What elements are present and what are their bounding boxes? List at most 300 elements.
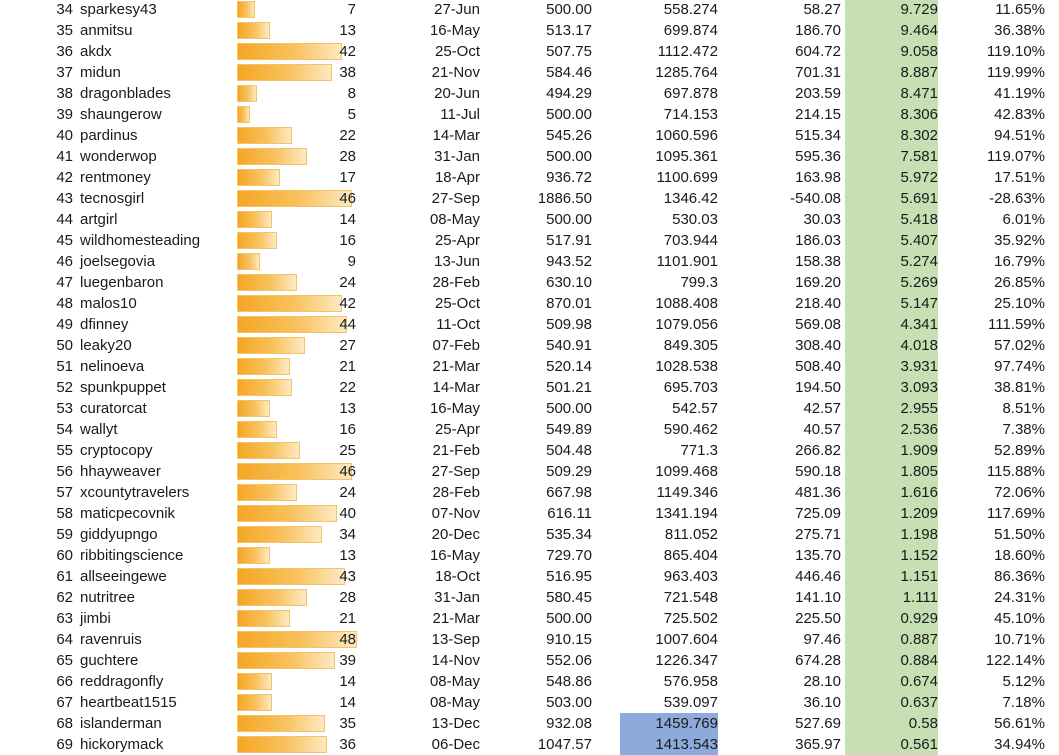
cell-percent[interactable]: 38.81% [994, 379, 1045, 396]
cell-end-value[interactable]: 1088.408 [655, 295, 718, 312]
cell-score[interactable]: 9.058 [900, 43, 938, 60]
cell-username[interactable]: islanderman [80, 715, 162, 732]
cell-count[interactable]: 43 [339, 568, 356, 585]
cell-percent[interactable]: 51.50% [994, 526, 1045, 543]
cell-percent[interactable]: 7.38% [1002, 421, 1045, 438]
cell-date[interactable]: 31-Jan [434, 148, 480, 165]
cell-score[interactable]: 9.729 [900, 1, 938, 18]
cell-count[interactable]: 7 [347, 1, 356, 18]
cell-score[interactable]: 5.407 [900, 232, 938, 249]
cell-end-value[interactable]: 703.944 [663, 232, 718, 249]
cell-username[interactable]: pardinus [80, 127, 138, 144]
cell-end-value[interactable]: 1112.472 [657, 43, 718, 60]
cell-rank[interactable]: 37 [56, 64, 73, 81]
cell-change[interactable]: 604.72 [795, 43, 841, 60]
cell-username[interactable]: reddragonfly [80, 673, 164, 690]
cell-end-value[interactable]: 799.3 [680, 274, 718, 291]
cell-rank[interactable]: 50 [56, 337, 73, 354]
cell-date[interactable]: 28-Feb [432, 484, 480, 501]
cell-score[interactable]: 0.637 [900, 694, 938, 711]
cell-score[interactable]: 3.093 [900, 379, 938, 396]
cell-score[interactable]: 1.909 [900, 442, 938, 459]
cell-date[interactable]: 06-Dec [431, 736, 480, 753]
cell-rank[interactable]: 39 [56, 106, 73, 123]
cell-rank[interactable]: 69 [56, 736, 73, 753]
cell-username[interactable]: hhayweaver [80, 463, 161, 480]
cell-change[interactable]: 141.10 [795, 589, 841, 606]
cell-start-value[interactable]: 516.95 [546, 568, 592, 585]
cell-date[interactable]: 18-Oct [434, 568, 480, 585]
cell-change[interactable]: 701.31 [795, 64, 841, 81]
cell-percent[interactable]: 45.10% [994, 610, 1045, 627]
cell-date[interactable]: 07-Nov [431, 505, 480, 522]
cell-end-value[interactable]: 1101.901 [656, 253, 718, 270]
cell-date[interactable]: 20-Jun [434, 85, 480, 102]
cell-date[interactable]: 27-Sep [431, 463, 480, 480]
cell-score[interactable]: 9.464 [900, 22, 938, 39]
cell-date[interactable]: 14-Mar [432, 379, 480, 396]
cell-score[interactable]: 5.691 [900, 190, 938, 207]
cell-percent[interactable]: 119.99% [986, 64, 1045, 81]
cell-rank[interactable]: 56 [56, 463, 73, 480]
cell-change[interactable]: 446.46 [795, 568, 841, 585]
cell-end-value[interactable]: 963.403 [663, 568, 718, 585]
cell-count[interactable]: 46 [339, 190, 356, 207]
cell-score[interactable]: 5.972 [900, 169, 938, 186]
cell-username[interactable]: luegenbaron [80, 274, 164, 291]
cell-date[interactable]: 27-Jun [434, 1, 480, 18]
cell-rank[interactable]: 65 [56, 652, 73, 669]
cell-date[interactable]: 25-Oct [434, 295, 480, 312]
cell-percent[interactable]: 24.31% [994, 589, 1045, 606]
cell-start-value[interactable]: 500.00 [546, 400, 592, 417]
cell-rank[interactable]: 63 [56, 610, 73, 627]
cell-count[interactable]: 35 [339, 715, 356, 732]
cell-date[interactable]: 16-May [429, 400, 480, 417]
cell-change[interactable]: 674.28 [795, 652, 841, 669]
cell-end-value[interactable]: 542.57 [672, 400, 718, 417]
cell-start-value[interactable]: 503.00 [546, 694, 592, 711]
cell-score[interactable]: 7.581 [900, 148, 938, 165]
cell-date[interactable]: 14-Nov [431, 652, 480, 669]
cell-percent[interactable]: 111.59% [988, 316, 1045, 333]
cell-date[interactable]: 25-Oct [434, 43, 480, 60]
cell-rank[interactable]: 44 [56, 211, 73, 228]
cell-end-value[interactable]: 811.052 [664, 526, 718, 543]
cell-start-value[interactable]: 943.52 [546, 253, 592, 270]
cell-rank[interactable]: 52 [56, 379, 73, 396]
cell-username[interactable]: rentmoney [80, 169, 151, 186]
cell-count[interactable]: 34 [339, 526, 356, 543]
cell-count[interactable]: 14 [339, 211, 356, 228]
cell-percent[interactable]: 16.79% [994, 253, 1045, 270]
cell-percent[interactable]: 6.01% [1002, 211, 1045, 228]
cell-change[interactable]: 58.27 [803, 1, 841, 18]
cell-count[interactable]: 24 [339, 274, 356, 291]
cell-rank[interactable]: 34 [56, 1, 73, 18]
cell-start-value[interactable]: 507.75 [546, 43, 592, 60]
cell-end-value[interactable]: 699.874 [663, 22, 718, 39]
cell-username[interactable]: wallyt [80, 421, 118, 438]
cell-start-value[interactable]: 630.10 [546, 274, 592, 291]
cell-username[interactable]: shaungerow [80, 106, 162, 123]
cell-end-value[interactable]: 530.03 [672, 211, 718, 228]
cell-percent[interactable]: 5.12% [1002, 673, 1045, 690]
cell-rank[interactable]: 59 [56, 526, 73, 543]
cell-start-value[interactable]: 535.34 [546, 526, 592, 543]
cell-change[interactable]: 163.98 [795, 169, 841, 186]
cell-username[interactable]: leaky20 [80, 337, 132, 354]
cell-start-value[interactable]: 549.89 [546, 421, 592, 438]
cell-username[interactable]: ribbitingscience [80, 547, 184, 564]
cell-change[interactable]: 508.40 [795, 358, 841, 375]
cell-percent[interactable]: 17.51% [994, 169, 1045, 186]
cell-count[interactable]: 8 [347, 85, 356, 102]
cell-rank[interactable]: 51 [56, 358, 73, 375]
cell-change[interactable]: 36.10 [803, 694, 841, 711]
cell-percent[interactable]: 41.19% [994, 85, 1045, 102]
cell-username[interactable]: malos10 [80, 295, 137, 312]
cell-change[interactable]: 481.36 [795, 484, 841, 501]
cell-count[interactable]: 14 [339, 673, 356, 690]
cell-start-value[interactable]: 500.00 [546, 211, 592, 228]
cell-end-value[interactable]: 576.958 [663, 673, 718, 690]
cell-start-value[interactable]: 1886.50 [537, 190, 592, 207]
cell-count[interactable]: 28 [339, 148, 356, 165]
cell-percent[interactable]: 8.51% [1002, 400, 1045, 417]
cell-date[interactable]: 14-Mar [432, 127, 480, 144]
cell-count[interactable]: 39 [339, 652, 356, 669]
cell-date[interactable]: 08-May [429, 694, 480, 711]
cell-percent[interactable]: 117.69% [986, 505, 1045, 522]
cell-percent[interactable]: 36.38% [994, 22, 1045, 39]
cell-start-value[interactable]: 517.91 [546, 232, 592, 249]
cell-percent[interactable]: 11.65% [995, 1, 1045, 18]
cell-score[interactable]: 4.341 [900, 316, 938, 333]
cell-start-value[interactable]: 552.06 [546, 652, 592, 669]
cell-date[interactable]: 25-Apr [434, 232, 480, 249]
cell-change[interactable]: 194.50 [795, 379, 841, 396]
cell-change[interactable]: 135.70 [795, 547, 841, 564]
cell-username[interactable]: allseeingewe [80, 568, 167, 585]
cell-percent[interactable]: 18.60% [994, 547, 1045, 564]
cell-start-value[interactable]: 545.26 [546, 127, 592, 144]
cell-count[interactable]: 27 [339, 337, 356, 354]
cell-percent[interactable]: 42.83% [994, 106, 1045, 123]
cell-username[interactable]: giddyupngo [80, 526, 158, 543]
cell-end-value[interactable]: 1413.543 [620, 734, 718, 755]
cell-count[interactable]: 24 [339, 484, 356, 501]
cell-count[interactable]: 5 [347, 106, 356, 123]
cell-change[interactable]: 30.03 [803, 211, 841, 228]
cell-count[interactable]: 14 [339, 694, 356, 711]
cell-end-value[interactable]: 1346.42 [663, 190, 718, 207]
cell-count[interactable]: 22 [339, 379, 356, 396]
cell-change[interactable]: 218.40 [795, 295, 841, 312]
cell-count[interactable]: 42 [339, 295, 356, 312]
cell-start-value[interactable]: 540.91 [546, 337, 592, 354]
cell-username[interactable]: sparkesy43 [80, 1, 157, 18]
cell-score[interactable]: 8.887 [900, 64, 938, 81]
cell-start-value[interactable]: 520.14 [546, 358, 592, 375]
cell-end-value[interactable]: 1060.596 [655, 127, 718, 144]
cell-end-value[interactable]: 865.404 [663, 547, 718, 564]
cell-percent[interactable]: 119.07% [986, 148, 1045, 165]
cell-rank[interactable]: 67 [56, 694, 73, 711]
cell-percent[interactable]: 56.61% [994, 715, 1045, 732]
cell-rank[interactable]: 35 [56, 22, 73, 39]
cell-change[interactable]: 40.57 [803, 421, 841, 438]
cell-rank[interactable]: 53 [56, 400, 73, 417]
cell-start-value[interactable]: 500.00 [546, 1, 592, 18]
cell-rank[interactable]: 60 [56, 547, 73, 564]
cell-date[interactable]: 13-Dec [431, 715, 480, 732]
cell-username[interactable]: joelsegovia [80, 253, 156, 270]
cell-count[interactable]: 25 [339, 442, 356, 459]
cell-date[interactable]: 25-Apr [434, 421, 480, 438]
cell-start-value[interactable]: 910.15 [546, 631, 592, 648]
cell-end-value[interactable]: 1099.468 [655, 463, 718, 480]
cell-start-value[interactable]: 509.29 [546, 463, 592, 480]
cell-rank[interactable]: 62 [56, 589, 73, 606]
cell-change[interactable]: 590.18 [795, 463, 841, 480]
cell-start-value[interactable]: 729.70 [546, 547, 592, 564]
cell-date[interactable]: 11-Oct [436, 316, 480, 333]
cell-username[interactable]: guchtere [80, 652, 139, 669]
cell-start-value[interactable]: 580.45 [546, 589, 592, 606]
cell-rank[interactable]: 54 [56, 421, 73, 438]
cell-end-value[interactable]: 1100.699 [656, 169, 718, 186]
cell-percent[interactable]: 35.92% [994, 232, 1045, 249]
cell-change[interactable]: 527.69 [795, 715, 841, 732]
cell-score[interactable]: 2.955 [900, 400, 938, 417]
cell-username[interactable]: spunkpuppet [80, 379, 166, 396]
cell-change[interactable]: 225.50 [795, 610, 841, 627]
cell-percent[interactable]: 7.18% [1002, 694, 1045, 711]
cell-count[interactable]: 13 [339, 22, 356, 39]
cell-count[interactable]: 38 [339, 64, 356, 81]
cell-rank[interactable]: 68 [56, 715, 73, 732]
cell-username[interactable]: curatorcat [80, 400, 147, 417]
cell-username[interactable]: jimbi [80, 610, 111, 627]
cell-username[interactable]: tecnosgirl [80, 190, 145, 207]
cell-end-value[interactable]: 849.305 [663, 337, 718, 354]
cell-username[interactable]: nutritree [80, 589, 136, 606]
cell-username[interactable]: heartbeat1515 [80, 694, 177, 711]
cell-percent[interactable]: 119.10% [986, 43, 1045, 60]
cell-score[interactable]: 5.418 [900, 211, 938, 228]
cell-date[interactable]: 28-Feb [432, 274, 480, 291]
cell-end-value[interactable]: 1285.764 [655, 64, 718, 81]
cell-change[interactable]: 186.03 [795, 232, 841, 249]
cell-count[interactable]: 44 [339, 316, 356, 333]
cell-count[interactable]: 42 [339, 43, 356, 60]
cell-start-value[interactable]: 500.00 [546, 148, 592, 165]
cell-percent[interactable]: 72.06% [994, 484, 1045, 501]
cell-end-value[interactable]: 590.462 [663, 421, 718, 438]
cell-rank[interactable]: 41 [56, 148, 73, 165]
cell-end-value[interactable]: 1079.056 [655, 316, 718, 333]
cell-change[interactable]: 97.46 [803, 631, 841, 648]
cell-start-value[interactable]: 494.29 [546, 85, 592, 102]
cell-score[interactable]: 1.198 [900, 526, 938, 543]
cell-end-value[interactable]: 1149.346 [656, 484, 718, 501]
cell-date[interactable]: 08-May [429, 211, 480, 228]
cell-score[interactable]: 0.929 [900, 610, 938, 627]
cell-date[interactable]: 21-Mar [432, 358, 480, 375]
cell-date[interactable]: 21-Mar [432, 610, 480, 627]
cell-change[interactable]: 725.09 [795, 505, 841, 522]
cell-score[interactable]: 0.674 [900, 673, 938, 690]
cell-end-value[interactable]: 771.3 [680, 442, 718, 459]
cell-change[interactable]: 569.08 [795, 316, 841, 333]
cell-change[interactable]: 308.40 [795, 337, 841, 354]
cell-count[interactable]: 28 [339, 589, 356, 606]
cell-rank[interactable]: 55 [56, 442, 73, 459]
cell-start-value[interactable]: 509.98 [546, 316, 592, 333]
cell-date[interactable]: 16-May [429, 547, 480, 564]
cell-score[interactable]: 5.269 [900, 274, 938, 291]
cell-end-value[interactable]: 558.274 [663, 1, 718, 18]
cell-score[interactable]: 1.616 [900, 484, 938, 501]
cell-change[interactable]: 214.15 [795, 106, 841, 123]
cell-end-value[interactable]: 1459.769 [620, 713, 718, 734]
cell-score[interactable]: 8.302 [900, 127, 938, 144]
cell-change[interactable]: 28.10 [803, 673, 841, 690]
cell-end-value[interactable]: 721.548 [663, 589, 718, 606]
cell-username[interactable]: cryptocopy [80, 442, 153, 459]
cell-count[interactable]: 22 [339, 127, 356, 144]
cell-rank[interactable]: 38 [56, 85, 73, 102]
cell-date[interactable]: 27-Sep [431, 190, 480, 207]
cell-change[interactable]: 42.57 [803, 400, 841, 417]
cell-change[interactable]: 365.97 [795, 736, 841, 753]
cell-count[interactable]: 48 [339, 631, 356, 648]
cell-rank[interactable]: 49 [56, 316, 73, 333]
cell-start-value[interactable]: 500.00 [546, 610, 592, 627]
cell-score[interactable]: 0.561 [900, 736, 938, 753]
cell-username[interactable]: xcountytravelers [80, 484, 190, 501]
cell-score[interactable]: 8.306 [900, 106, 938, 123]
cell-username[interactable]: wildhomesteading [80, 232, 201, 249]
cell-score[interactable]: 1.151 [900, 568, 938, 585]
cell-change[interactable]: 158.38 [795, 253, 841, 270]
cell-username[interactable]: wonderwop [80, 148, 157, 165]
cell-change[interactable]: -540.08 [790, 190, 841, 207]
cell-end-value[interactable]: 697.878 [663, 85, 718, 102]
cell-date[interactable]: 18-Apr [434, 169, 480, 186]
cell-count[interactable]: 40 [339, 505, 356, 522]
cell-count[interactable]: 9 [347, 253, 356, 270]
cell-score[interactable]: 4.018 [900, 337, 938, 354]
cell-rank[interactable]: 61 [56, 568, 73, 585]
cell-date[interactable]: 31-Jan [434, 589, 480, 606]
cell-change[interactable]: 595.36 [795, 148, 841, 165]
cell-score[interactable]: 1.209 [900, 505, 938, 522]
cell-start-value[interactable]: 501.21 [546, 379, 592, 396]
cell-percent[interactable]: 122.14% [985, 652, 1045, 669]
cell-score[interactable]: 0.58 [908, 715, 938, 732]
cell-score[interactable]: 3.931 [900, 358, 938, 375]
cell-count[interactable]: 21 [339, 358, 356, 375]
cell-rank[interactable]: 58 [56, 505, 73, 522]
cell-rank[interactable]: 57 [56, 484, 73, 501]
cell-username[interactable]: maticpecovnik [80, 505, 176, 522]
cell-change[interactable]: 266.82 [795, 442, 841, 459]
cell-change[interactable]: 515.34 [795, 127, 841, 144]
cell-rank[interactable]: 66 [56, 673, 73, 690]
cell-start-value[interactable]: 936.72 [546, 169, 592, 186]
cell-count[interactable]: 21 [339, 610, 356, 627]
cell-percent[interactable]: 97.74% [994, 358, 1045, 375]
cell-count[interactable]: 13 [339, 400, 356, 417]
cell-score[interactable]: 5.147 [900, 295, 938, 312]
cell-change[interactable]: 203.59 [795, 85, 841, 102]
cell-date[interactable]: 13-Jun [434, 253, 480, 270]
cell-start-value[interactable]: 1047.57 [537, 736, 592, 753]
cell-username[interactable]: nelinoeva [80, 358, 145, 375]
cell-score[interactable]: 1.805 [900, 463, 938, 480]
cell-date[interactable]: 11-Jul [440, 106, 480, 123]
cell-end-value[interactable]: 539.097 [663, 694, 718, 711]
cell-rank[interactable]: 46 [56, 253, 73, 270]
cell-date[interactable]: 21-Feb [432, 442, 480, 459]
cell-percent[interactable]: 25.10% [994, 295, 1045, 312]
cell-username[interactable]: anmitsu [80, 22, 133, 39]
cell-start-value[interactable]: 500.00 [546, 106, 592, 123]
cell-count[interactable]: 46 [339, 463, 356, 480]
cell-percent[interactable]: 26.85% [994, 274, 1045, 291]
cell-count[interactable]: 36 [339, 736, 356, 753]
cell-percent[interactable]: 94.51% [994, 127, 1045, 144]
cell-end-value[interactable]: 1028.538 [655, 358, 718, 375]
cell-username[interactable]: artgirl [80, 211, 118, 228]
cell-username[interactable]: midun [80, 64, 121, 81]
cell-percent[interactable]: 115.88% [986, 463, 1045, 480]
cell-start-value[interactable]: 616.11 [547, 505, 592, 522]
cell-date[interactable]: 13-Sep [431, 631, 480, 648]
cell-end-value[interactable]: 1095.361 [655, 148, 718, 165]
cell-end-value[interactable]: 1341.194 [655, 505, 718, 522]
cell-score[interactable]: 1.152 [900, 547, 938, 564]
cell-count[interactable]: 17 [339, 169, 356, 186]
cell-username[interactable]: dragonblades [80, 85, 171, 102]
cell-start-value[interactable]: 870.01 [546, 295, 592, 312]
cell-start-value[interactable]: 513.17 [546, 22, 592, 39]
cell-end-value[interactable]: 725.502 [663, 610, 718, 627]
cell-count[interactable]: 13 [339, 547, 356, 564]
cell-start-value[interactable]: 932.08 [546, 715, 592, 732]
cell-start-value[interactable]: 548.86 [546, 673, 592, 690]
cell-score[interactable]: 8.471 [900, 85, 938, 102]
cell-change[interactable]: 186.70 [795, 22, 841, 39]
cell-rank[interactable]: 40 [56, 127, 73, 144]
cell-percent[interactable]: 10.71% [994, 631, 1045, 648]
cell-username[interactable]: hickorymack [80, 736, 164, 753]
cell-score[interactable]: 2.536 [900, 421, 938, 438]
cell-start-value[interactable]: 667.98 [546, 484, 592, 501]
cell-rank[interactable]: 42 [56, 169, 73, 186]
cell-date[interactable]: 08-May [429, 673, 480, 690]
cell-percent[interactable]: 52.89% [994, 442, 1045, 459]
cell-start-value[interactable]: 584.46 [546, 64, 592, 81]
cell-start-value[interactable]: 504.48 [546, 442, 592, 459]
cell-rank[interactable]: 48 [56, 295, 73, 312]
cell-end-value[interactable]: 1007.604 [655, 631, 718, 648]
cell-percent[interactable]: 86.36% [994, 568, 1045, 585]
cell-username[interactable]: akdx [80, 43, 112, 60]
cell-date[interactable]: 20-Dec [431, 526, 480, 543]
